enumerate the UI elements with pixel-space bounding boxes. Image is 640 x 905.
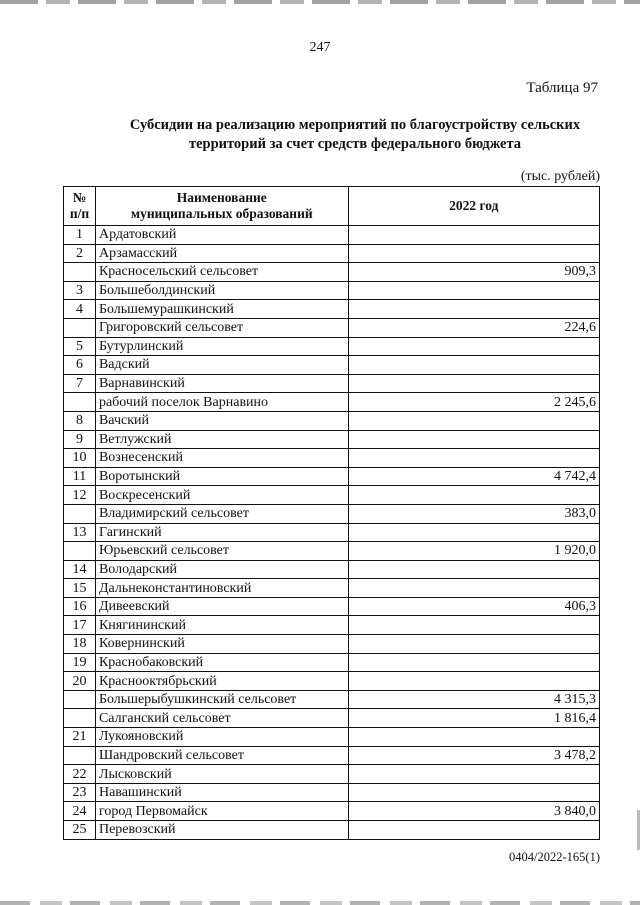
row-number: 6 bbox=[64, 356, 96, 375]
row-value bbox=[348, 337, 599, 356]
row-number: 13 bbox=[64, 523, 96, 542]
row-value bbox=[348, 430, 599, 449]
row-value bbox=[348, 728, 599, 747]
row-name: Перевозский bbox=[95, 821, 348, 840]
row-number bbox=[64, 318, 96, 337]
row-value bbox=[348, 449, 599, 468]
table-row bbox=[64, 690, 600, 709]
table-row bbox=[64, 635, 600, 654]
row-number: 5 bbox=[64, 337, 96, 356]
row-name: город Первомайск bbox=[95, 802, 348, 821]
table-row bbox=[64, 318, 600, 337]
table-row bbox=[64, 821, 600, 840]
row-value: 3 478,2 bbox=[348, 746, 599, 765]
row-value: 1 920,0 bbox=[348, 542, 599, 561]
header-number bbox=[64, 187, 96, 226]
row-name: Вачский bbox=[95, 411, 348, 430]
row-name: Салганский сельсовет bbox=[95, 709, 348, 728]
row-value bbox=[348, 653, 599, 672]
row-value bbox=[348, 226, 599, 245]
row-number bbox=[64, 263, 96, 282]
row-number: 17 bbox=[64, 616, 96, 635]
table-row bbox=[64, 597, 600, 616]
table-row bbox=[64, 672, 600, 691]
row-name: Красносельский сельсовет bbox=[95, 263, 348, 282]
table-row bbox=[64, 765, 600, 784]
header-year: 2022 год bbox=[348, 187, 599, 226]
row-name: Лукояновский bbox=[95, 728, 348, 747]
row-value bbox=[348, 821, 599, 840]
row-value bbox=[348, 356, 599, 375]
table-row bbox=[64, 728, 600, 747]
header-number-line-2: п/п bbox=[69, 206, 90, 221]
row-number: 16 bbox=[64, 597, 96, 616]
row-value bbox=[348, 244, 599, 263]
row-value bbox=[348, 281, 599, 300]
row-value bbox=[348, 579, 599, 598]
table-row bbox=[64, 709, 600, 728]
row-name: Вадский bbox=[95, 356, 348, 375]
row-name: Навашинский bbox=[95, 783, 348, 802]
row-value: 4 742,4 bbox=[348, 467, 599, 486]
row-name: Княгининский bbox=[95, 616, 348, 635]
row-number: 4 bbox=[64, 300, 96, 319]
row-value: 3 840,0 bbox=[348, 802, 599, 821]
row-value: 1 816,4 bbox=[348, 709, 599, 728]
table-row bbox=[64, 300, 600, 319]
row-name: Гагинский bbox=[95, 523, 348, 542]
row-value bbox=[348, 411, 599, 430]
row-name: Краснобаковский bbox=[95, 653, 348, 672]
row-name: Володарский bbox=[95, 560, 348, 579]
row-value: 4 315,3 bbox=[348, 690, 599, 709]
title-line-2: территорий за счет средств федерального бюджета bbox=[188, 136, 522, 152]
row-value: 406,3 bbox=[348, 597, 599, 616]
row-name: Дальнеконстантиновский bbox=[95, 579, 348, 598]
row-value bbox=[348, 672, 599, 691]
row-value bbox=[348, 783, 599, 802]
table-row bbox=[64, 542, 600, 561]
row-number: 7 bbox=[64, 374, 96, 393]
row-number: 14 bbox=[64, 560, 96, 579]
row-value: 224,6 bbox=[348, 318, 599, 337]
table-row bbox=[64, 244, 600, 263]
row-number: 18 bbox=[64, 635, 96, 654]
table-row bbox=[64, 746, 600, 765]
row-name: Краснооктябрьский bbox=[95, 672, 348, 691]
table-row bbox=[64, 616, 600, 635]
row-value bbox=[348, 765, 599, 784]
row-name: Воротынский bbox=[95, 467, 348, 486]
row-number bbox=[64, 746, 96, 765]
row-number: 22 bbox=[64, 765, 96, 784]
row-name: Лысковский bbox=[95, 765, 348, 784]
table-row bbox=[64, 356, 600, 375]
row-name: Шандровский сельсовет bbox=[95, 746, 348, 765]
table-row bbox=[64, 263, 600, 282]
title-line-1: Субсидии на реализацию мероприятий по благоустройству сельских bbox=[129, 117, 581, 133]
row-name: Арзамасский bbox=[95, 244, 348, 263]
row-name: Большемурашкинский bbox=[95, 300, 348, 319]
row-number: 23 bbox=[64, 783, 96, 802]
table-header-row bbox=[64, 187, 600, 226]
table-row bbox=[64, 783, 600, 802]
table-row bbox=[64, 393, 600, 412]
row-name: Ветлужский bbox=[95, 430, 348, 449]
row-number: 3 bbox=[64, 281, 96, 300]
row-value bbox=[348, 523, 599, 542]
row-value: 909,3 bbox=[348, 263, 599, 282]
row-name: Большерыбушкинский сельсовет bbox=[95, 690, 348, 709]
row-number: 1 bbox=[64, 226, 96, 245]
row-number: 21 bbox=[64, 728, 96, 747]
row-name: Варнавинский bbox=[95, 374, 348, 393]
scan-edge-top bbox=[0, 0, 640, 4]
header-name bbox=[95, 187, 348, 226]
row-value bbox=[348, 616, 599, 635]
table-row bbox=[64, 374, 600, 393]
table-label: Таблица 97 bbox=[526, 80, 598, 96]
row-name: Вознесенский bbox=[95, 449, 348, 468]
document-code: 0404/2022-165(1) bbox=[509, 850, 600, 864]
row-value bbox=[348, 635, 599, 654]
row-name: Дивеевский bbox=[95, 597, 348, 616]
row-value: 383,0 bbox=[348, 504, 599, 523]
row-value bbox=[348, 560, 599, 579]
row-number: 2 bbox=[64, 244, 96, 263]
page-number: 247 bbox=[309, 40, 331, 55]
table-row bbox=[64, 467, 600, 486]
row-name: Юрьевский сельсовет bbox=[95, 542, 348, 561]
row-number bbox=[64, 709, 96, 728]
row-name: Григоровский сельсовет bbox=[95, 318, 348, 337]
table-row bbox=[64, 449, 600, 468]
table-row bbox=[64, 560, 600, 579]
row-number bbox=[64, 542, 96, 561]
table-row bbox=[64, 802, 600, 821]
header-name-line-2: муниципальных образований bbox=[130, 206, 313, 221]
table-row bbox=[64, 281, 600, 300]
row-number: 15 bbox=[64, 579, 96, 598]
row-name: Ардатовский bbox=[95, 226, 348, 245]
table-row bbox=[64, 337, 600, 356]
header-name-line-1: Наименование bbox=[176, 190, 267, 205]
row-value bbox=[348, 374, 599, 393]
row-number bbox=[64, 504, 96, 523]
table-row bbox=[64, 411, 600, 430]
row-number: 12 bbox=[64, 486, 96, 505]
row-number bbox=[64, 690, 96, 709]
row-number: 10 bbox=[64, 449, 96, 468]
subsidy-table bbox=[63, 186, 600, 840]
table-row bbox=[64, 486, 600, 505]
table-body bbox=[64, 226, 600, 840]
table-row bbox=[64, 523, 600, 542]
row-name: Воскресенский bbox=[95, 486, 348, 505]
row-value bbox=[348, 486, 599, 505]
row-value: 2 245,6 bbox=[348, 393, 599, 412]
row-number bbox=[64, 393, 96, 412]
units-note: (тыс. рублей) bbox=[520, 169, 600, 184]
table-row bbox=[64, 226, 600, 245]
scan-edge-bottom bbox=[0, 901, 640, 905]
table-row bbox=[64, 504, 600, 523]
row-number: 11 bbox=[64, 467, 96, 486]
row-name: Бутурлинский bbox=[95, 337, 348, 356]
row-number: 24 bbox=[64, 802, 96, 821]
row-number: 9 bbox=[64, 430, 96, 449]
table-row bbox=[64, 653, 600, 672]
row-name: Ковернинский bbox=[95, 635, 348, 654]
row-value bbox=[348, 300, 599, 319]
row-name: Владимирский сельсовет bbox=[95, 504, 348, 523]
row-name: рабочий поселок Варнавино bbox=[95, 393, 348, 412]
row-number: 25 bbox=[64, 821, 96, 840]
row-number: 19 bbox=[64, 653, 96, 672]
document-title bbox=[110, 116, 600, 154]
header-number-line-1: № bbox=[72, 190, 87, 205]
row-number: 20 bbox=[64, 672, 96, 691]
table-row bbox=[64, 430, 600, 449]
row-number: 8 bbox=[64, 411, 96, 430]
row-name: Большеболдинский bbox=[95, 281, 348, 300]
table-row bbox=[64, 579, 600, 598]
